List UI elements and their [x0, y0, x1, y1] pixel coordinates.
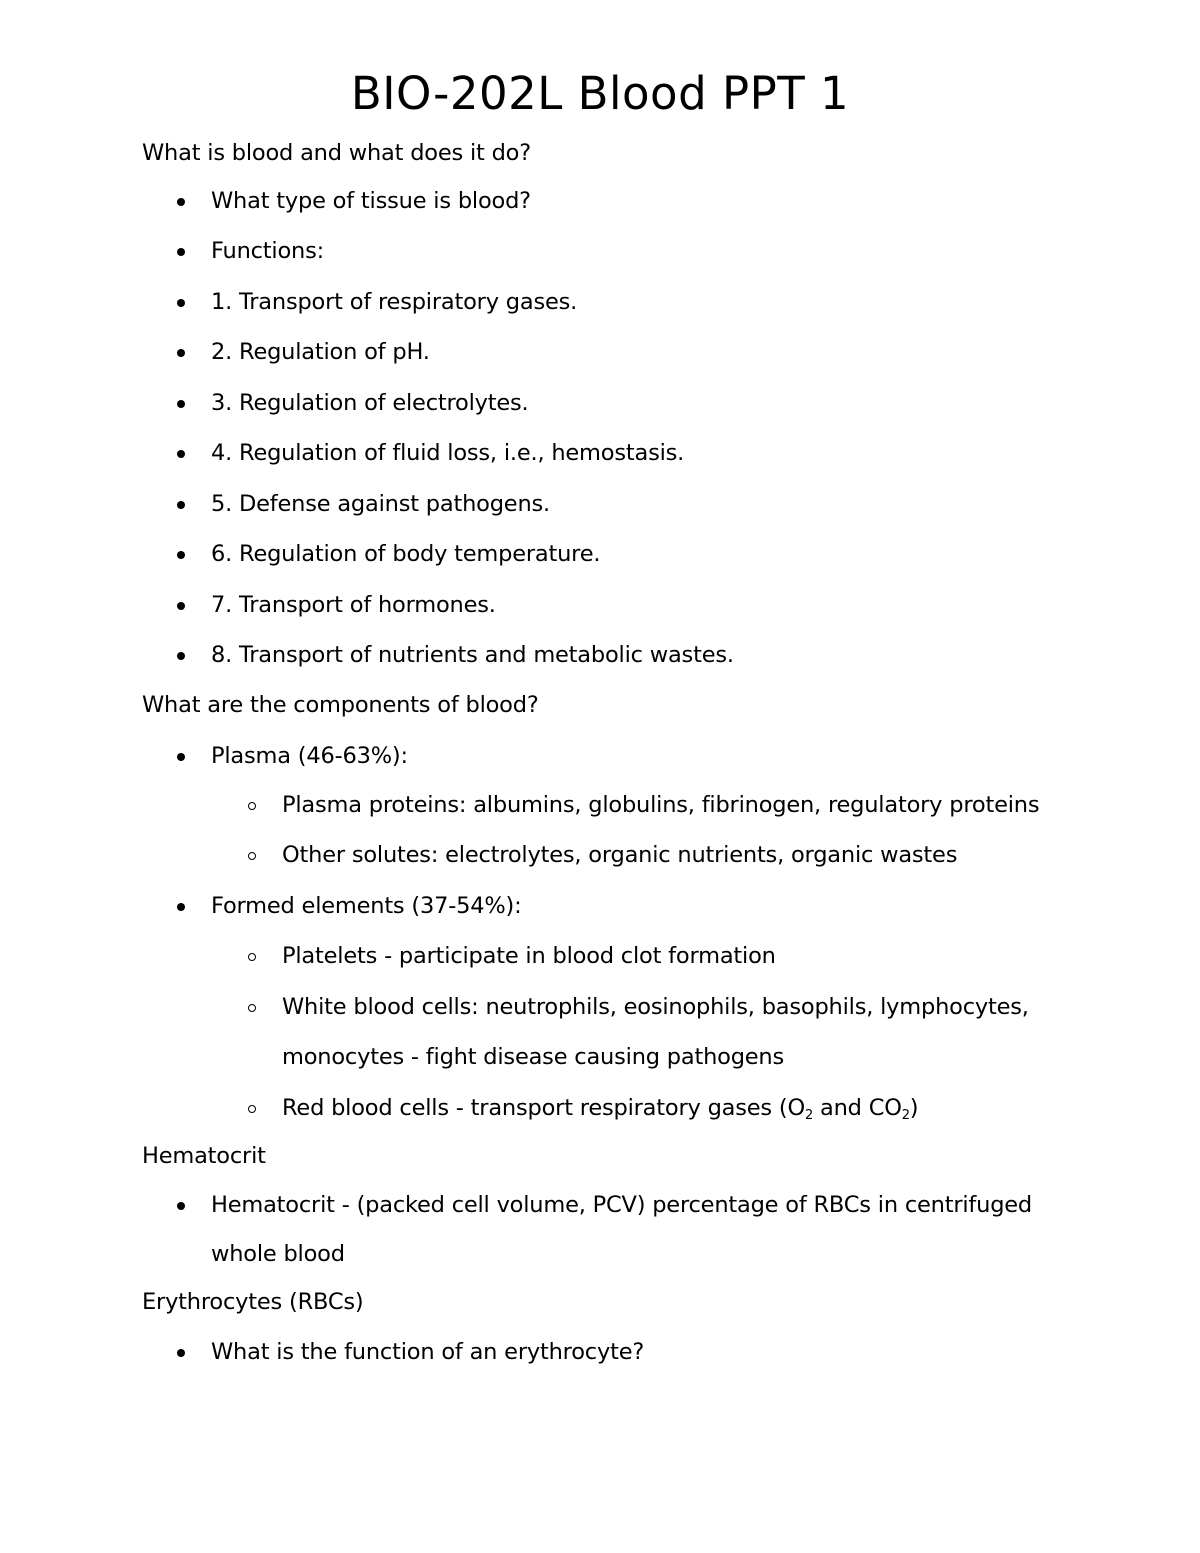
sub-list-item: Plasma proteins: albumins, globulins, fibrinogen, regulatory proteins	[282, 792, 1040, 818]
sub-list-item-platelets: Platelets - participate in blood clot formation	[282, 943, 776, 969]
bullet-icon	[177, 753, 185, 761]
bullet-icon	[177, 400, 185, 408]
list-item-formed-elements: Formed elements (37-54%):	[211, 893, 522, 919]
sub-bullet-icon	[248, 1105, 256, 1113]
bullet-icon	[177, 299, 185, 307]
bullet-icon	[177, 450, 185, 458]
section-heading-components: What are the components of blood?	[142, 692, 539, 718]
list-item-erythrocyte-function: What is the function of an erythrocyte?	[211, 1339, 645, 1365]
section-heading-hematocrit: Hematocrit	[142, 1143, 266, 1169]
bullet-icon	[177, 349, 185, 357]
sub-bullet-icon	[248, 852, 256, 860]
bullet-icon	[177, 248, 185, 256]
bullet-icon	[177, 1202, 185, 1210]
sub-bullet-icon	[248, 1004, 256, 1012]
bullet-icon	[177, 903, 185, 911]
list-item-hematocrit: Hematocrit - (packed cell volume, PCV) percentage of RBCs in centrifuged	[211, 1192, 1033, 1218]
sub-list-item: Other solutes: electrolytes, organic nutrients, organic wastes	[282, 842, 958, 868]
bullet-icon	[177, 652, 185, 660]
bullet-icon	[177, 198, 185, 206]
rbc-text-middle: and CO	[813, 1095, 902, 1121]
list-item: 4. Regulation of fluid loss, i.e., hemostasis.	[211, 440, 685, 466]
bullet-icon	[177, 551, 185, 559]
rbc-text-suffix: )	[909, 1095, 919, 1121]
section-heading-blood: What is blood and what does it do?	[142, 140, 531, 166]
rbc-text-prefix: Red blood cells - transport respiratory gases (O	[282, 1095, 805, 1121]
list-item: Functions:	[211, 238, 325, 264]
sub-list-item-wbc-continued: monocytes - fight disease causing pathogens	[282, 1044, 785, 1070]
list-item: 2. Regulation of pH.	[211, 339, 430, 365]
sub-list-item-wbc: White blood cells: neutrophils, eosinophils, basophils, lymphocytes,	[282, 994, 1029, 1020]
list-item: 5. Defense against pathogens.	[211, 491, 550, 517]
list-item: 3. Regulation of electrolytes.	[211, 390, 529, 416]
rbc-subscript: 2	[804, 1108, 814, 1123]
section-heading-erythrocytes: Erythrocytes (RBCs)	[142, 1289, 364, 1315]
list-item: 7. Transport of hormones.	[211, 592, 496, 618]
list-item: 6. Regulation of body temperature.	[211, 541, 601, 567]
list-item-plasma: Plasma (46-63%):	[211, 743, 408, 769]
sub-list-item-rbc	[282, 1093, 918, 1123]
list-item-hematocrit-continued: whole blood	[211, 1241, 345, 1267]
document-title: BIO-202L Blood PPT 1	[350, 67, 850, 120]
bullet-icon	[177, 501, 185, 509]
bullet-icon	[177, 1349, 185, 1357]
list-item: 1. Transport of respiratory gases.	[211, 289, 578, 315]
list-item: 8. Transport of nutrients and metabolic wastes.	[211, 642, 734, 668]
rbc-subscript: 2	[901, 1108, 910, 1123]
sub-bullet-icon	[248, 802, 256, 810]
bullet-icon	[177, 602, 185, 610]
sub-bullet-icon	[248, 953, 256, 961]
list-item: What type of tissue is blood?	[211, 188, 531, 214]
